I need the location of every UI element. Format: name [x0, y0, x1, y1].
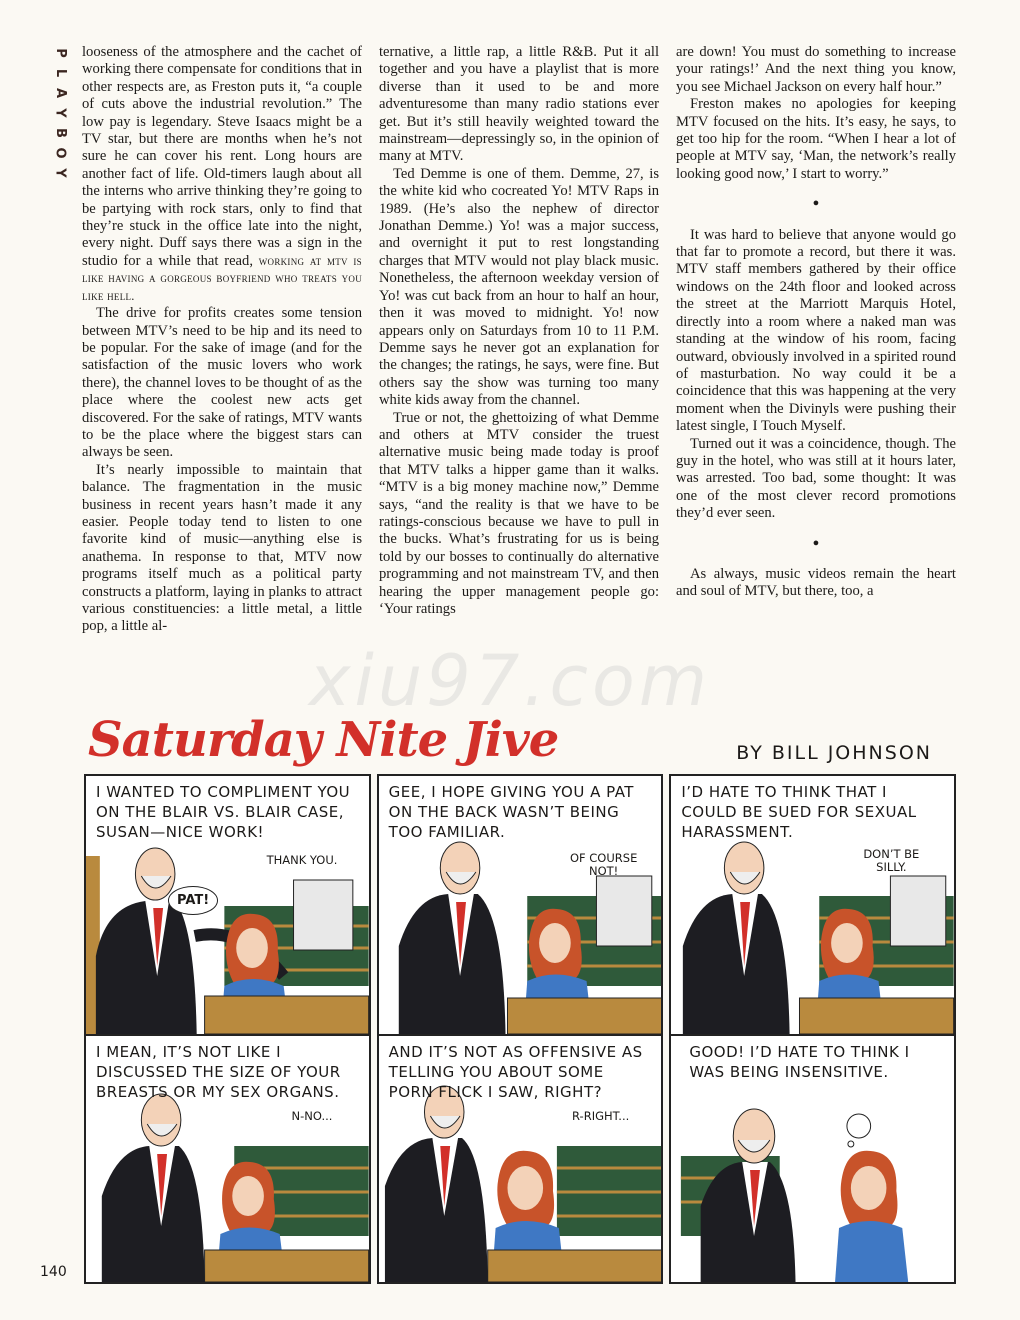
section-bullet: ●	[812, 197, 820, 210]
comic-title: Saturday Nite Jive	[88, 712, 559, 768]
article-paragraph: True or not, the ghettoizing of what Demme and others at MTV consider the truest alternative music being made today is proof that MTV talks a hipper game than it walks. “MTV is a big money machine now,” Demme says, “and the reality is that we have to be ratings-conscious because we have to pull in the bucks. What’s frustrating for us is being told by our bosses to continually do alternative programming and not mainstream TV, and then hearing the upper management people go: ‘Your ratings	[379, 409, 659, 617]
article-paragraph: Freston makes no apologies for keeping MTV focused on the hits. It’s easy, he says, to get too hip for the room. “When I hear a lot of people at MTV say, ‘Man, the network’s really looking good now,’ I start to worry.”	[676, 96, 956, 182]
comic-byline: BY BILL JOHNSON	[736, 742, 932, 764]
article-paragraph: It’s nearly impossible to maintain that balance. The fragmentation in the music business in recent years hasn’t made it any easier. People today tend to listen to one favorite kind of music—anything else is anathema. In response to that, MTV now programs itself much as a political party constructs a platform, laying in planks to attract various constituencies: a little metal, a little pop, a little al-	[82, 461, 362, 635]
comic-caption: I MEAN, IT’S NOT LIKE I DISCUSSED THE SIZE OF YOUR BREASTS OR MY SEX ORGANS.	[96, 1043, 341, 1101]
article-columns	[82, 44, 956, 684]
sidebar-letter: Y	[52, 168, 68, 178]
comic-caption: AND IT’S NOT AS OFFENSIVE AS TELLING YOU ABOUT SOME PORN FLICK I SAW, RIGHT?	[388, 1043, 643, 1101]
sidebar-letter: P	[53, 48, 68, 58]
sidebar-letter: O	[53, 147, 68, 159]
comic-reply: N-NO...	[291, 1109, 333, 1123]
sidebar-letter: L	[52, 68, 68, 78]
article-paragraph: It was hard to believe that anyone would go that far to promote a record, but there it was. MTV staff members gathered by their office windows on the 24th floor and looked across the street at the Marriott Marquis Hotel, directly into a room where a naked man was standing at the window of his room, facing outward, obviously involved in a spirited round of masturbation. No way could it be a coincidence that this was happening at the very moment when the Divinyls were pushing their latest single, I Touch Myself.	[676, 226, 956, 435]
comic-caption: I’D HATE TO THINK THAT I COULD BE SUED FOR SEXUAL HARASSMENT.	[681, 783, 917, 841]
sidebar-letter: Y	[52, 108, 68, 118]
article-paragraph: are down! You must do something to increase your ratings!’ And the next thing you know, you see Michael Jackson on every half hour.”	[676, 44, 956, 95]
article-column-2	[379, 44, 659, 684]
sidebar-letter: A	[53, 87, 68, 99]
comic-panel-3	[669, 774, 956, 1036]
comic-reply: R-RIGHT...	[572, 1109, 630, 1123]
article-paragraph: As always, music videos remain the heart and soul of MTV, but there, too, a	[676, 565, 956, 600]
article-column-1	[82, 44, 362, 684]
comic-reply: OF COURSE NOT!	[569, 851, 638, 878]
article-paragraph: ternative, a little rap, a little R&B. Put it all together and you have a playlist that is more diverse than it used to be and more adventuresome than many radio stations ever get. But it’s still heavily weighted toward the mainstream—depressingly so, in the opinion of many at MTV.	[379, 44, 659, 165]
comic-panel-2	[377, 774, 664, 1036]
comic-reply: DON’T BE SILLY.	[863, 847, 920, 874]
comic-header	[84, 712, 956, 772]
article-paragraph: Ted Demme is one of them. Demme, 27, is the white kid who cocreated Yo! MTV Raps in 1989. (He’s also the nephew of director Jonathan Demme.) Yo! was a major success, and overnight it put to rest longstanding charges that MTV would not play black music. Nonetheless, the afternoon weekday version of Yo! was cut back from an hour to half an hour, then it was moved to midnight. Yo! now appears only on Saturdays from 10 to 11 P.M. Demme says he never got an explanation for the changes; the ratings, he says, were fine. But others say the show was turning too many white kids away from the channel.	[379, 165, 659, 409]
section-bullet: ●	[812, 536, 820, 549]
article-column-3	[676, 44, 956, 684]
studio-sign-text: working at mtv is like having a gorgeous boyfriend who treats you like hell.	[82, 253, 362, 303]
article-paragraph: The drive for profits creates some tension between MTV’s need to be hip and its need to be popular. For the sake of image (and for the satisfaction of the music lovers who work there), the channel loves to be thought of as the place where the coolest new acts get discovered. For the sake of ratings, MTV wants to be the place where the biggest stars can always be seen.	[82, 305, 362, 461]
comic-caption: I WANTED TO COMPLIMENT YOU ON THE BLAIR VS. BLAIR CASE, SUSAN—NICE WORK!	[96, 783, 351, 841]
comic-strip-top	[84, 774, 956, 1036]
comic-caption: GEE, I HOPE GIVING YOU A PAT ON THE BACK WASN’T BEING TOO FAMILIAR.	[388, 783, 634, 841]
comic-strip-bottom	[84, 1034, 956, 1284]
paragraph-text: looseness of the atmosphere and the cachet of working there compensate for conditions that in other respects are, as Freston puts it, “a couple of cuts above the industrial revolution.” The low pay is legendary. Steve Isaacs might be a TV star, but there are months when he’s not sure he can cover his rent. Long hours are another fact of life. Old-timers laugh about all the interns who arrive thinking they’re going to be partying with rock stars, only to find that they’re stuck in the office late into the night, every night. Duff says there was a sign in the studio for a while that read,	[82, 44, 362, 269]
article-paragraph	[82, 44, 362, 305]
watermark: xiu97.com	[308, 640, 712, 722]
article-paragraph: Turned out it was a coincidence, though. The guy in the hotel, who was still at it hours later, was arrested. Too bad, some thought: It was one of the most clever record promotions they’d ever seen.	[676, 435, 956, 522]
comic-panel-4	[84, 1034, 371, 1284]
comic-panel-1	[84, 774, 371, 1036]
comic-panel-6	[669, 1034, 956, 1284]
sidebar-letter: B	[52, 128, 68, 138]
comic-panel-5	[377, 1034, 664, 1284]
page-number: 140	[40, 1264, 67, 1280]
comic-caption: GOOD! I’D HATE TO THINK I WAS BEING INSENSITIVE.	[689, 1043, 910, 1081]
comic-reply: THANK YOU.	[266, 853, 338, 867]
comic-sound-effect: PAT!	[168, 886, 218, 915]
magazine-sidebar-label	[50, 46, 70, 180]
